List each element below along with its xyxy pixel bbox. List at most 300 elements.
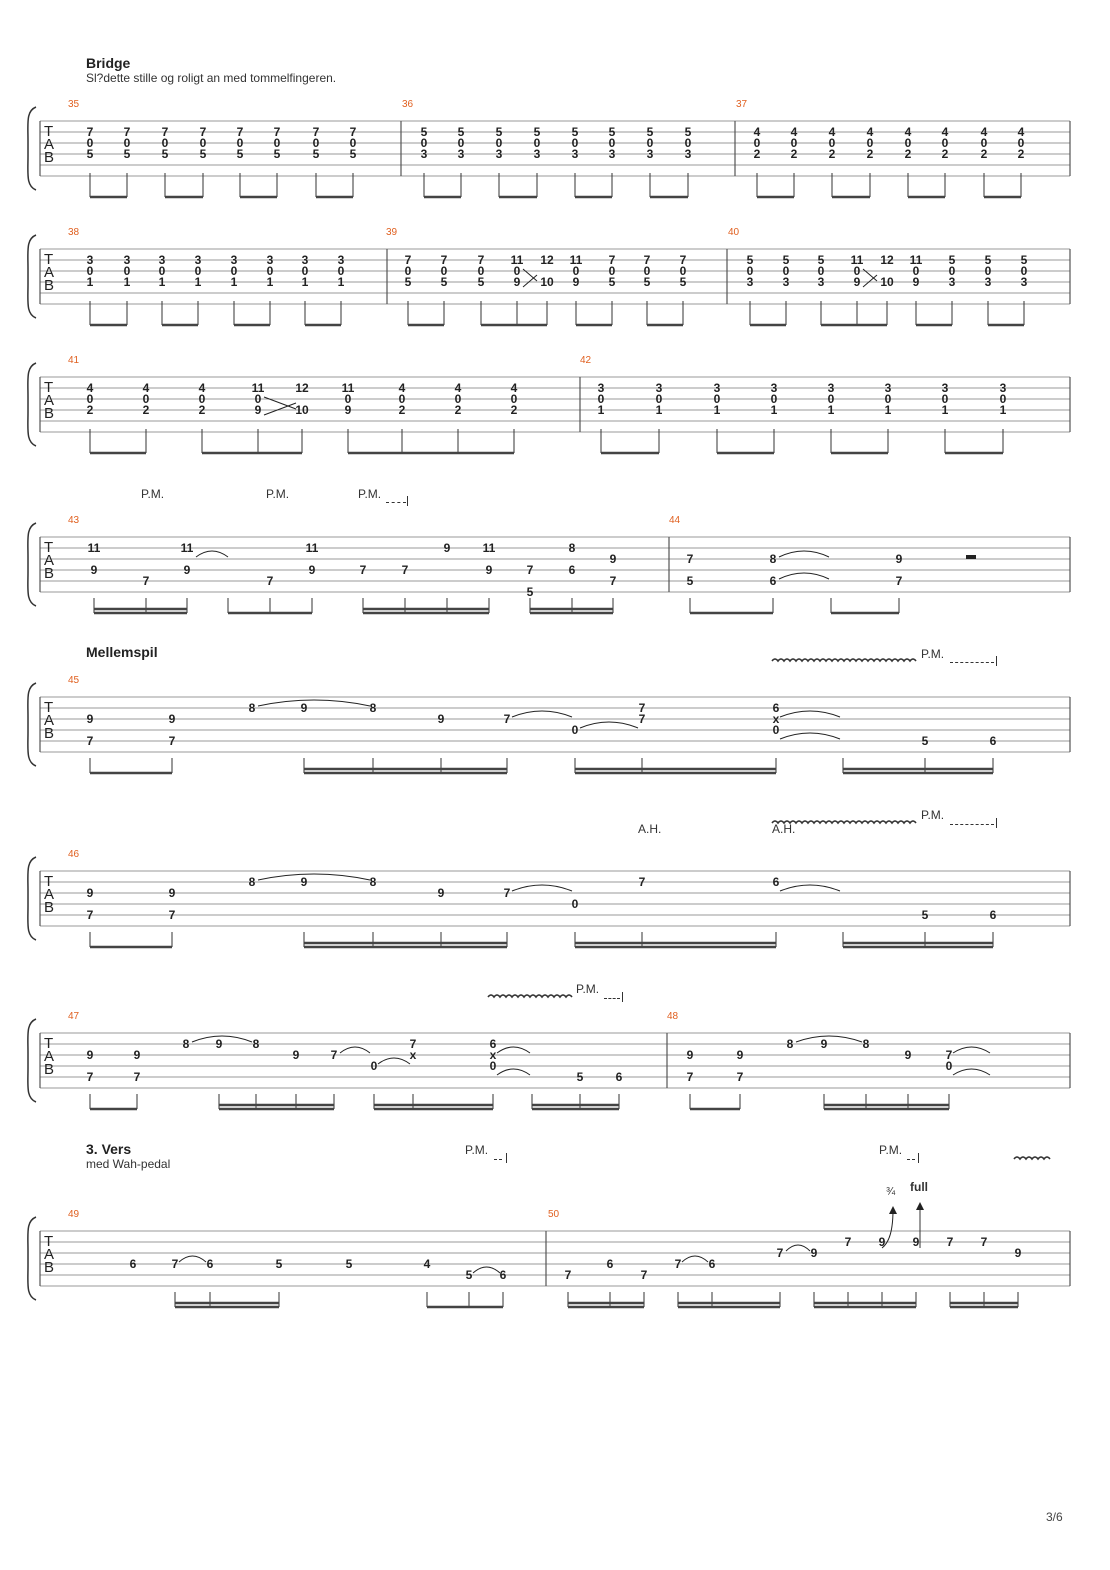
fret-number: 0 [440, 264, 448, 278]
harmonic-label: A.H. [772, 822, 796, 836]
fret-number: 0 [941, 136, 949, 150]
fret-number: 5 [199, 147, 207, 161]
fret-number: 4 [790, 125, 798, 139]
fret-number: 9 [86, 886, 94, 900]
tie-arc [258, 700, 370, 706]
system-brace [28, 363, 36, 446]
rest-symbol [966, 555, 976, 559]
fret-number: 0 [266, 264, 274, 278]
fret-number: 5 [86, 147, 94, 161]
fret-number: 0 [510, 392, 518, 406]
fret-number: 4 [398, 381, 406, 395]
bend-amount-label: ¾ [886, 1186, 896, 1198]
fret-number: 7 [236, 125, 244, 139]
fret-number: 3 [337, 253, 345, 267]
fret-number: 7 [123, 125, 131, 139]
fret-number: 5 [608, 125, 616, 139]
tab-clef-letter: B [44, 1061, 55, 1078]
fret-number: 0 [457, 136, 465, 150]
fret-number: 7 [142, 574, 150, 588]
fret-number: 0 [349, 136, 357, 150]
tie-arc [953, 1047, 990, 1053]
palm-mute-label: P.M. [576, 982, 600, 996]
fret-number: 3 [123, 253, 131, 267]
fret-number: 2 [86, 403, 94, 417]
fret-number: 0 [198, 392, 206, 406]
tie-arc [682, 1256, 708, 1262]
tie-arc [340, 1047, 370, 1053]
fret-number: 11 [850, 253, 864, 267]
fret-number: 0 [746, 264, 754, 278]
tie-arc [179, 1256, 206, 1262]
fret-number: 2 [941, 147, 949, 161]
tie-arc [497, 1069, 530, 1075]
fret-number: 0 [273, 136, 281, 150]
tie-arc [378, 1058, 410, 1064]
measure-number: 46 [68, 849, 80, 860]
fret-number: 7 [330, 1048, 338, 1062]
tab-clef-letter: A [44, 264, 55, 281]
fret-number: 3 [655, 381, 663, 395]
fret-number: 7 [844, 1235, 852, 1249]
fret-number: 0 [489, 1059, 497, 1073]
fret-number: 0 [86, 264, 94, 278]
fret-number: 5 [686, 574, 694, 588]
fret-number: 0 [571, 723, 579, 737]
fret-number: 5 [457, 125, 465, 139]
fret-number: 5 [349, 147, 357, 161]
palm-mute-label: P.M. [921, 808, 945, 822]
fret-number: 9 [86, 1048, 94, 1062]
fret-number: 0 [398, 392, 406, 406]
fret-number: 7 [686, 1070, 694, 1084]
fret-number: 7 [503, 712, 511, 726]
fret-number: 1 [999, 403, 1007, 417]
fret-number: 4 [980, 125, 988, 139]
fret-number: 7 [564, 1268, 572, 1282]
vibrato-mark [772, 659, 916, 661]
tab-clef-letter: T [44, 123, 54, 140]
measure-number: 43 [68, 515, 80, 526]
fret-number: 11 [569, 253, 583, 267]
fret-number: 9 [86, 712, 94, 726]
system-brace [28, 235, 36, 318]
fret-number: 7 [440, 253, 448, 267]
fret-number: 1 [194, 275, 202, 289]
fret-number: 3 [571, 147, 579, 161]
fret-number: 3 [884, 381, 892, 395]
fret-number: 0 [571, 136, 579, 150]
fret-number: 0 [230, 264, 238, 278]
fret-number: 1 [941, 403, 949, 417]
fret-number: 3 [827, 381, 835, 395]
fret-number: 5 [984, 253, 992, 267]
measure-number: 36 [402, 99, 414, 110]
fret-number: 5 [477, 275, 485, 289]
fret-number: 11 [510, 253, 524, 267]
fret-number: 0 [370, 1059, 378, 1073]
fret-number: 0 [999, 392, 1007, 406]
fret-number: 3 [817, 275, 825, 289]
fret-number: 1 [713, 403, 721, 417]
fret-number: 2 [198, 403, 206, 417]
fret-number: 0 [827, 392, 835, 406]
fret-number: 7 [503, 886, 511, 900]
fret-number: 0 [199, 136, 207, 150]
fret-number: 2 [866, 147, 874, 161]
tab-clef-letter: T [44, 1035, 54, 1052]
tab-clef-letter: A [44, 1048, 55, 1065]
measure-number: 35 [68, 99, 80, 110]
fret-number: 1 [770, 403, 778, 417]
fret-number: 1 [230, 275, 238, 289]
tab-clef-letter: T [44, 539, 54, 556]
fret-number: 3 [608, 147, 616, 161]
fret-number: 0 [404, 264, 412, 278]
fret-number: 0 [158, 264, 166, 278]
fret-number: 1 [884, 403, 892, 417]
fret-number: 0 [770, 392, 778, 406]
fret-number: 7 [679, 253, 687, 267]
fret-number: 1 [123, 275, 131, 289]
fret-number: 3 [770, 381, 778, 395]
fret-number: 0 [161, 136, 169, 150]
fret-number: 11 [251, 381, 265, 395]
palm-mute-label: P.M. [921, 647, 945, 661]
fret-number: 5 [643, 275, 651, 289]
fret-number: 9 [183, 563, 191, 577]
fret-number: 6 [772, 701, 780, 715]
tab-clef-letter: T [44, 699, 54, 716]
tab-clef-letter: B [44, 899, 55, 916]
fret-number: 5 [948, 253, 956, 267]
fret-number: 4 [941, 125, 949, 139]
fret-number: 9 [572, 275, 580, 289]
fret-number: 4 [454, 381, 462, 395]
tab-clef-letter: T [44, 873, 54, 890]
fret-number: 0 [866, 136, 874, 150]
fret-number: 9 [736, 1048, 744, 1062]
fret-number: 0 [817, 264, 825, 278]
fret-number: 5 [161, 147, 169, 161]
fret-number: 7 [171, 1257, 179, 1271]
fret-number: 5 [495, 125, 503, 139]
fret-number: 2 [1017, 147, 1025, 161]
fret-number: 6 [772, 875, 780, 889]
fret-number: 7 [312, 125, 320, 139]
fret-number: 3 [941, 381, 949, 395]
fret-number: 8 [248, 701, 256, 715]
fret-number: 8 [568, 541, 576, 555]
fret-number: 0 [948, 264, 956, 278]
fret-number: 7 [945, 1048, 953, 1062]
fret-number: 0 [646, 136, 654, 150]
section-subtitle: Sl?dette stille og roligt an med tommelfingeren. [86, 71, 337, 85]
fret-number: 5 [646, 125, 654, 139]
fret-number: 8 [786, 1037, 794, 1051]
tab-clef-letter: B [44, 725, 55, 742]
fret-number: 0 [477, 264, 485, 278]
fret-number: 7 [349, 125, 357, 139]
system-brace [28, 1019, 36, 1102]
fret-number: 3 [86, 253, 94, 267]
tie-arc [780, 885, 840, 891]
tab-clef-letter: B [44, 149, 55, 166]
fret-number: 5 [608, 275, 616, 289]
fret-number: 5 [746, 253, 754, 267]
fret-number: 0 [713, 392, 721, 406]
fret-number: 3 [1020, 275, 1028, 289]
fret-number: 4 [866, 125, 874, 139]
fret-number: 5 [571, 125, 579, 139]
fret-number: 3 [713, 381, 721, 395]
measure-number: 45 [68, 675, 80, 686]
fret-number: 7 [359, 563, 367, 577]
fret-number: 0 [679, 264, 687, 278]
fret-number: 2 [904, 147, 912, 161]
fret-number: 0 [194, 264, 202, 278]
measure-number: 48 [667, 1011, 679, 1022]
measure-number: 41 [68, 355, 80, 366]
fret-number: 6 [499, 1268, 507, 1282]
fret-number: 1 [337, 275, 345, 289]
fret-number: 0 [853, 264, 861, 278]
fret-number: 0 [655, 392, 663, 406]
fret-number: 7 [609, 574, 617, 588]
fret-number: 0 [772, 723, 780, 737]
fret-number: 3 [495, 147, 503, 161]
fret-number: 0 [904, 136, 912, 150]
fret-number: 8 [769, 552, 777, 566]
tab-clef-letter: B [44, 277, 55, 294]
fret-number: 3 [230, 253, 238, 267]
fret-number: 3 [266, 253, 274, 267]
fret-number: 5 [404, 275, 412, 289]
fret-number: 0 [597, 392, 605, 406]
section-title: Bridge [86, 55, 131, 71]
fret-number: 5 [420, 125, 428, 139]
vibrato-mark [772, 821, 916, 823]
fret-number: 2 [828, 147, 836, 161]
fret-number: 3 [533, 147, 541, 161]
fret-number: 7 [776, 1246, 784, 1260]
fret-number: 4 [142, 381, 150, 395]
fret-number: 9 [437, 712, 445, 726]
measure-number: 47 [68, 1011, 80, 1022]
fret-number: 9 [912, 1235, 920, 1249]
fret-number: 7 [526, 563, 534, 577]
section-title: 3. Vers [86, 1141, 132, 1157]
fret-number: 1 [266, 275, 274, 289]
measure-number: 40 [728, 227, 740, 238]
harmonic-label: A.H. [638, 822, 662, 836]
fret-number: 0 [980, 136, 988, 150]
fret-number: 12 [880, 253, 894, 267]
fret-number: 9 [90, 563, 98, 577]
fret-number: 6 [606, 1257, 614, 1271]
fret-number: 9 [437, 886, 445, 900]
fret-number: 3 [457, 147, 465, 161]
fret-number: 5 [123, 147, 131, 161]
fret-number: 9 [168, 886, 176, 900]
tie-arc [580, 722, 638, 728]
fret-number: 7 [168, 908, 176, 922]
fret-number: 5 [465, 1268, 473, 1282]
fret-number: 3 [746, 275, 754, 289]
fret-number: 7 [86, 734, 94, 748]
tie-arc [796, 1036, 862, 1042]
fret-number: 5 [275, 1257, 283, 1271]
fret-number: 11 [482, 541, 496, 555]
fret-number: 3 [684, 147, 692, 161]
tie-arc [258, 874, 370, 880]
fret-number: 10 [540, 275, 554, 289]
fret-number: 4 [198, 381, 206, 395]
fret-number: 3 [984, 275, 992, 289]
fret-number: 0 [344, 392, 352, 406]
fret-number: 0 [790, 136, 798, 150]
fret-number: 4 [1017, 125, 1025, 139]
fret-number: 11 [87, 541, 101, 555]
fret-number: 0 [884, 392, 892, 406]
fret-number: 7 [895, 574, 903, 588]
fret-number: 0 [123, 264, 131, 278]
fret-number: 7 [168, 734, 176, 748]
fret-number: 5 [1020, 253, 1028, 267]
fret-number: 3 [158, 253, 166, 267]
tie-arc [953, 1069, 990, 1075]
fret-number: 4 [423, 1257, 431, 1271]
tab-clef-letter: B [44, 1259, 55, 1276]
fret-number: 6 [989, 734, 997, 748]
fret-number: 5 [782, 253, 790, 267]
fret-number: 9 [820, 1037, 828, 1051]
fret-number: 0 [684, 136, 692, 150]
fret-number: 7 [638, 875, 646, 889]
fret-number: 0 [572, 264, 580, 278]
fret-number: 2 [142, 403, 150, 417]
fret-number: 4 [753, 125, 761, 139]
fret-number: 5 [817, 253, 825, 267]
fret-number: 9 [344, 403, 352, 417]
fret-number: 9 [686, 1048, 694, 1062]
vibrato-mark [488, 995, 572, 997]
slide-line [523, 275, 537, 287]
fret-number: 7 [946, 1235, 954, 1249]
palm-mute-label: P.M. [266, 487, 290, 501]
fret-number: 0 [254, 392, 262, 406]
fret-number: 9 [904, 1048, 912, 1062]
fret-number: 5 [526, 585, 534, 599]
measure-number: 49 [68, 1209, 80, 1220]
fret-number: 12 [540, 253, 554, 267]
fret-number: 7 [86, 125, 94, 139]
fret-number: 9 [443, 541, 451, 555]
fret-number: 7 [686, 552, 694, 566]
fret-number: 0 [1017, 136, 1025, 150]
tab-clef-letter: A [44, 552, 55, 569]
fret-number: 0 [643, 264, 651, 278]
bend-amount-label: full [910, 1180, 928, 1194]
fret-number: 2 [454, 403, 462, 417]
fret-number: 0 [571, 897, 579, 911]
fret-number: 9 [133, 1048, 141, 1062]
system-brace [28, 107, 36, 190]
fret-number: 9 [1014, 1246, 1022, 1260]
tab-clef-letter: T [44, 251, 54, 268]
measure-number: 44 [669, 515, 681, 526]
fret-number: 2 [980, 147, 988, 161]
fret-number: 0 [608, 136, 616, 150]
fret-number: 9 [168, 712, 176, 726]
fret-number: 5 [921, 908, 929, 922]
fret-number: 7 [638, 701, 646, 715]
fret-number: 7 [133, 1070, 141, 1084]
system-brace [28, 1217, 36, 1300]
fret-number: 2 [790, 147, 798, 161]
palm-mute-label: P.M. [879, 1143, 903, 1157]
fret-number: 4 [828, 125, 836, 139]
fret-number: x [489, 1048, 497, 1062]
palm-mute-label: P.M. [141, 487, 165, 501]
slide-line [863, 275, 877, 287]
bend-arrowhead [889, 1206, 897, 1214]
fret-number: 3 [999, 381, 1007, 395]
fret-number: 7 [273, 125, 281, 139]
fret-number: 0 [86, 136, 94, 150]
fret-number: 0 [312, 136, 320, 150]
fret-number: 6 [206, 1257, 214, 1271]
fret-number: 11 [341, 381, 355, 395]
tab-clef-letter: A [44, 392, 55, 409]
measure-number: 42 [580, 355, 592, 366]
fret-number: 9 [254, 403, 262, 417]
fret-number: 4 [86, 381, 94, 395]
fret-number: 1 [597, 403, 605, 417]
fret-number: 7 [404, 253, 412, 267]
fret-number: 8 [248, 875, 256, 889]
fret-number: 1 [655, 403, 663, 417]
fret-number: 9 [853, 275, 861, 289]
fret-number: 7 [477, 253, 485, 267]
bend-arrowhead [916, 1202, 924, 1210]
fret-number: 8 [252, 1037, 260, 1051]
fret-number: 3 [948, 275, 956, 289]
fret-number: 7 [736, 1070, 744, 1084]
fret-number: 7 [266, 574, 274, 588]
fret-number: x [409, 1048, 417, 1062]
fret-number: 7 [674, 1257, 682, 1271]
fret-number: 4 [510, 381, 518, 395]
fret-number: 7 [86, 908, 94, 922]
fret-number: 9 [878, 1235, 886, 1249]
fret-number: 0 [912, 264, 920, 278]
measure-number: 50 [548, 1209, 560, 1220]
fret-number: 9 [300, 875, 308, 889]
fret-number: 10 [880, 275, 894, 289]
fret-number: 1 [827, 403, 835, 417]
system-brace [28, 683, 36, 766]
fret-number: 3 [420, 147, 428, 161]
measure-number: 38 [68, 227, 80, 238]
fret-number: 0 [337, 264, 345, 278]
tie-arc [779, 551, 829, 557]
palm-mute-label: P.M. [465, 1143, 489, 1157]
fret-number: 0 [513, 264, 521, 278]
tie-arc [196, 551, 228, 557]
section-subtitle: med Wah-pedal [86, 1157, 171, 1171]
fret-number: 7 [199, 125, 207, 139]
